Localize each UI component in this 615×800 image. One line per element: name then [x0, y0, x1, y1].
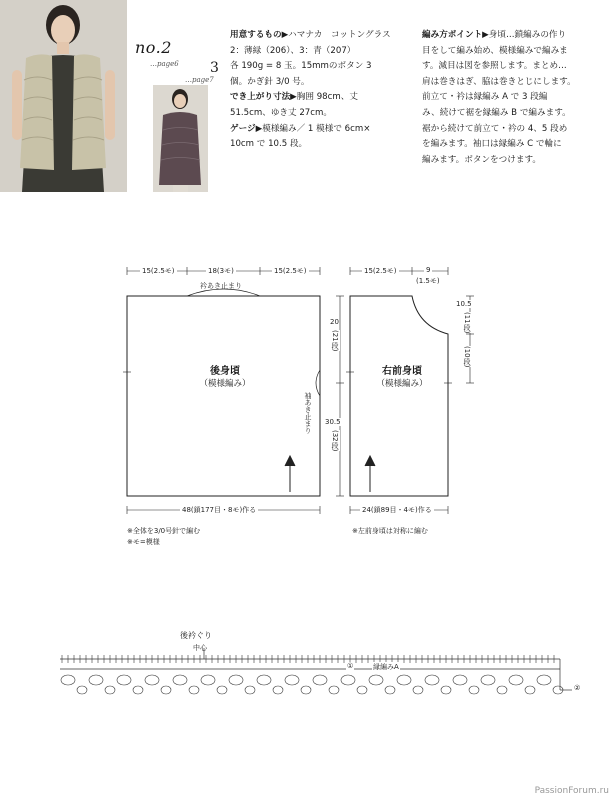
materials-line1: ▶ハマナカ コットングラス — [281, 30, 391, 40]
materials-line4: 個。かぎ針 3/0 号。 — [230, 76, 310, 87]
back-height-bottom: 30.5 — [325, 418, 341, 426]
back-dim-left: 15(2.5モ) — [142, 267, 175, 275]
front-height-right-top: 10.5 — [456, 300, 472, 308]
sleeve-opening-label: 袖あき止まり — [304, 392, 312, 434]
instructions-heading: 編み方ポイント — [422, 30, 483, 40]
back-dim-mid: 18(3モ) — [208, 267, 234, 275]
page-reference-main: …page6 — [150, 60, 179, 68]
back-piece-subtitle: （模様編み） — [199, 379, 251, 389]
gauge-heading: ゲージ — [230, 123, 256, 134]
gauge-line1: ▶模様編み／ 1 模様で 6cm× — [255, 123, 371, 134]
instructions-line4: 肩は巻きはぎ、脇は巻きとじにします。 — [422, 76, 576, 87]
size-heading: でき上がり寸法 — [230, 92, 291, 103]
front-piece-title: 右前身頃 — [382, 366, 422, 377]
materials-line3: 各 190g = 8 玉。15mmのボタン 3 — [230, 61, 372, 72]
instructions-line5: 前立て・衿は縁編み A で 3 段編 — [422, 92, 548, 103]
edging-neck-label: 後衿ぐり — [180, 631, 212, 640]
front-height-right-bottom: (10段) — [463, 346, 471, 368]
instructions-line6: み、続けて裾を縁編み B で編みます。 — [422, 107, 571, 118]
edging-center-label: 中心 — [193, 644, 207, 652]
page-reference-small: …page7 — [185, 76, 214, 84]
edging-end-marker: ② — [574, 684, 581, 692]
pattern-variant-number: 3 — [210, 60, 219, 76]
note-hook-size: ※全体を3/0号針で編む — [127, 527, 201, 535]
materials-heading: 用意するもの — [230, 30, 282, 40]
front-dim-top: 15(2.5モ) — [364, 267, 397, 275]
front-piece-subtitle: （模様編み） — [376, 379, 428, 389]
front-dim-neck: 9 — [426, 266, 431, 274]
edging-chart — [60, 648, 572, 690]
back-height-bottom-rows: (32段) — [331, 430, 339, 452]
instructions-line2: 目をして編み始め、模様編みで編みま — [422, 45, 568, 56]
back-width-bottom: 48(鎖177目・8モ)作る — [182, 506, 257, 514]
note-left-front: ※左前身頃は対称に編む — [352, 527, 428, 535]
gauge-line2: 10cm で 10.5 段。 — [230, 139, 308, 150]
front-piece-outline — [350, 296, 448, 496]
watermark: PassionForum.ru — [534, 786, 609, 796]
instructions-line3: す。減目は図を参照します。まとめ… — [422, 61, 567, 72]
note-pattern-abbrev: ※モ=模様 — [127, 538, 160, 546]
back-piece-title: 後身頃 — [210, 366, 240, 377]
materials-line2: 2：薄緑（206）、3：青（207） — [230, 45, 356, 56]
back-neck-label: 衿あき止まり — [200, 282, 242, 290]
back-height-top-rows: (21段) — [331, 330, 339, 352]
instructions-line9: 編みます。ボタンをつけます。 — [422, 154, 541, 165]
instructions-line7: 裾から続けて前立て・衿の 4、5 段め — [422, 123, 568, 134]
front-width-bottom: 24(鎖89目・4モ)作る — [362, 506, 432, 514]
pattern-number: no.2 — [135, 38, 172, 57]
size-line2: 51.5cm、ゆき丈 27cm。 — [230, 107, 332, 118]
front-dim-neck-sub: (1.5モ) — [416, 277, 440, 285]
front-height-right-top-rows: (11段) — [463, 312, 471, 334]
back-dim-right: 15(2.5モ) — [274, 267, 307, 275]
back-height-top: 20 — [330, 318, 339, 326]
edging-row-marker: ① — [347, 662, 354, 670]
instructions-line8: を編みます。袖口は縁編み C で輪に — [422, 139, 562, 150]
edging-row-label: 縁編みA — [373, 663, 399, 671]
size-line1: ▶胸囲 98cm、丈 — [290, 92, 358, 103]
instructions-line1: ▶身頃…鎖編みの作り — [482, 30, 567, 40]
